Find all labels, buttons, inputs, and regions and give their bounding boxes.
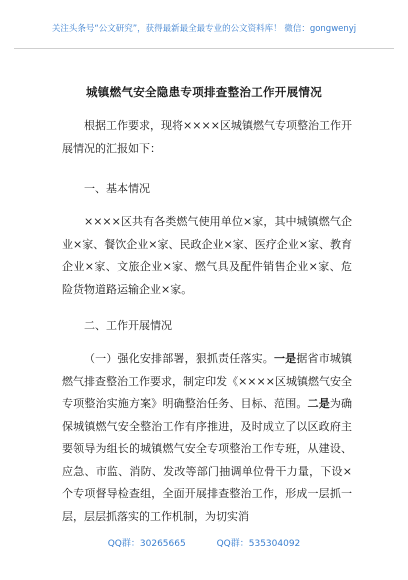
qq-footer xyxy=(0,536,408,549)
section1-heading: 一、基本情况 xyxy=(84,182,150,195)
promo-header: 关注头条号“公文研究”，获得最新最全最专业的公文资料库！ 微信：gongwenyj xyxy=(51,24,357,34)
first-marker: 一是 xyxy=(273,352,297,365)
section2-heading: 二、工作开展情况 xyxy=(84,319,172,332)
qq-group-2: QQ群：535304092 xyxy=(216,539,301,549)
intro-text: 根据工作要求，现将××××区城镇燃气专项整治工作开展情况的汇报如下： xyxy=(62,119,352,155)
header-divider xyxy=(14,48,394,49)
work-part1: 据省市城镇燃气排查整治工作要求，制定印发《××××区城镇燃气安全专项整治实施方案》明确整治任务、目标、范围。 xyxy=(62,352,353,410)
work-text xyxy=(62,348,352,528)
section-heading-work xyxy=(62,315,352,338)
work-lead: （一）强化安排部署，狠抓责任落实。 xyxy=(84,352,274,365)
intro-paragraph xyxy=(62,115,352,160)
document-title: 城镇燃气安全隐患专项排查整治工作开展情况 xyxy=(86,85,322,99)
units-paragraph xyxy=(62,211,352,301)
qq-group-1: QQ群：30265665 xyxy=(107,539,186,549)
second-marker: 二是 xyxy=(307,397,330,410)
section-heading-basic xyxy=(62,178,352,201)
work-part2: 为确保城镇燃气安全整治工作有序推进，及时成立了以区政府主要领导为组长的城镇燃气安全专项整治工作专班，从建设、应急、市监、消防、发改等部门抽调单位骨干力量，下设×个专项督导检查组，全面开展排查整治工作，形成一层抓一层，层层抓落实的工作机制，为切实消 xyxy=(62,397,353,523)
work-paragraph xyxy=(62,348,352,528)
units-text: ××××区共有各类燃气使用单位×家，其中城镇燃气企业×家、餐饮企业×家、民政企业×家、医疗企业×家、教育企业×家、文旅企业×家、燃气具及配件销售企业×家、危险货物道路运输企业×家。 xyxy=(62,215,352,296)
